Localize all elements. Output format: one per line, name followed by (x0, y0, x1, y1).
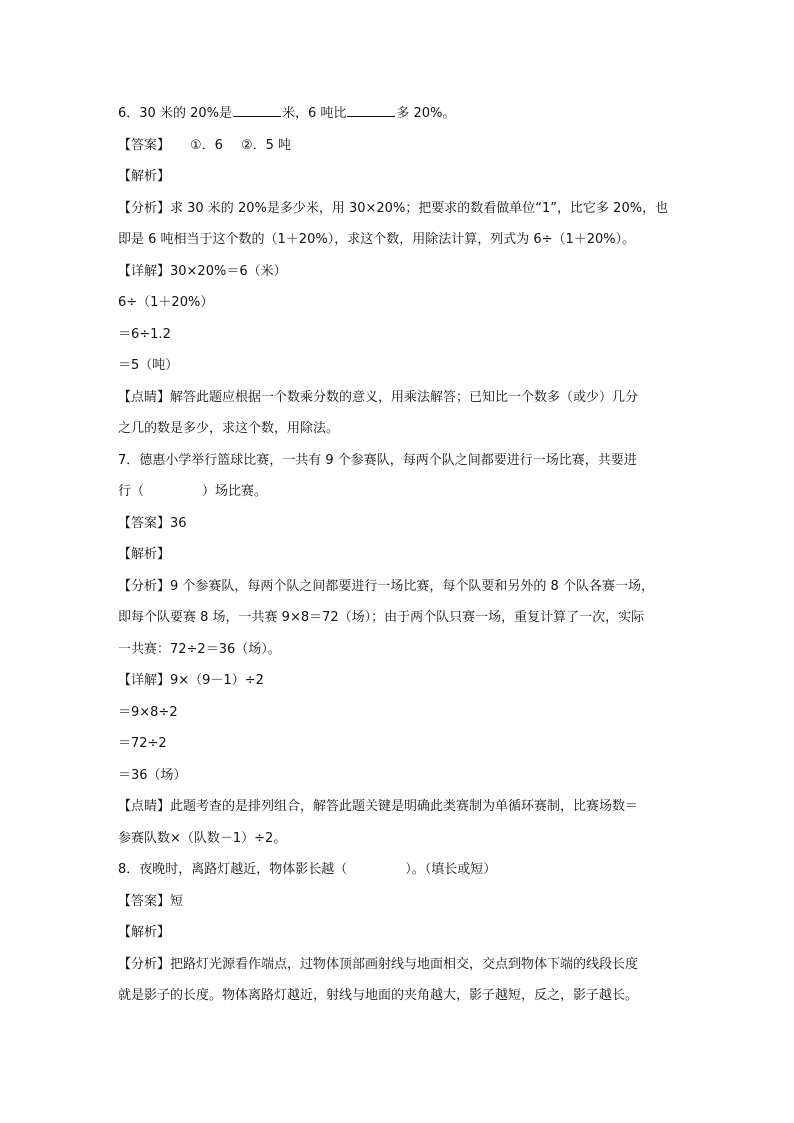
q6-blank-1 (233, 102, 281, 117)
q6-dianjing-2: 之几的数是多少，求这个数，用除法。 (118, 421, 340, 436)
q7-jiexi: 【解析】 (118, 547, 171, 562)
q8-jiexi: 【解析】 (118, 925, 171, 940)
q6-answer (118, 130, 678, 162)
q7-question-1: 7．德惠小学举行篮球比赛，一共有 9 个参赛队，每两个队之间都要进行一场比赛，共要进 (118, 452, 637, 468)
q7-xiangjie-4: ＝36（场） (118, 767, 187, 783)
q6-xiangjie-1: 【详解】30×20%＝6（米） (118, 263, 287, 279)
q6-question (118, 98, 678, 130)
q8-text-b: ）。（填长或短） (405, 862, 497, 877)
q7-text-a: 行（ (118, 484, 145, 499)
document-page (118, 98, 678, 1012)
q8-answer: 【答案】短 (118, 893, 184, 909)
q7-fenxi-1: 【分析】9 个参赛队，每两个队之间都要进行一场比赛，每个队要和另外的 8 个队各赛一场， (118, 578, 654, 594)
q6-text-2: 米，6 吨比 (281, 106, 347, 121)
q7-fenxi-2: 即每个队要赛 8 场，一共赛 9×8＝72（场）；由于两个队只赛一场，重复计算了一次，实际 (118, 610, 645, 625)
q7-question-2 (118, 476, 678, 508)
q7-answer: 【答案】36 (118, 515, 187, 531)
q6-text-3: 多 20%。 (396, 106, 456, 121)
q6-jiexi: 【解析】 (118, 169, 171, 184)
q6-blank-2 (347, 102, 395, 117)
q8-text-a: 8．夜晚时，离路灯越近，物体影长越（ (118, 862, 348, 877)
q7-dianjing-1: 【点睛】此题考查的是排列组合，解答此题关键是明确此类赛制为单循环赛制，比赛场数＝ (118, 799, 639, 814)
q7-fenxi-3: 一共赛：72÷2＝36（场）。 (118, 641, 281, 657)
q7-dianjing-2: 参赛队数×（队数－1）÷2。 (118, 830, 287, 846)
q6-fenxi-2: 即是 6 吨相当于这个数的（1＋20%），求这个数，用除法计算，列式为 6÷（1＋20%）。 (118, 232, 636, 247)
q7-xiangjie-2: ＝9×8÷2 (118, 704, 178, 720)
q6-answer-label: 【答案】 (118, 137, 171, 153)
q6-answer-2: ②．5 吨 (240, 137, 292, 153)
q6-text-1: 6．30 米的 20%是 (118, 106, 232, 121)
q6-dianjing-1: 【点睛】解答此题应根据一个数乘分数的意义，用乘法解答；已知比一个数多（或少）几分 (118, 389, 639, 405)
q6-answer-1: ①．6 (190, 137, 223, 153)
q7-xiangjie-3: ＝72÷2 (118, 736, 167, 751)
q6-fenxi-1: 【分析】求 30 米的 20%是多少米，用 30×20%；把要求的数看做单位“1”，比它多 20%，也 (118, 200, 669, 216)
q7-xiangjie-1: 【详解】9×（9－1）÷2 (118, 673, 264, 688)
q6-xiangjie-4: ＝5（吨） (118, 358, 179, 373)
q8-fenxi-1: 【分析】把路灯光源看作端点，过物体顶部画射线与地面相交，交点到物体下端的线段长度 (118, 956, 639, 972)
q7-text-b: ）场比赛。 (202, 484, 268, 499)
q6-xiangjie-2: 6÷（1＋20%） (118, 295, 214, 310)
q6-xiangjie-3: ＝6÷1.2 (118, 326, 171, 342)
q8-question (118, 854, 678, 886)
q8-fenxi-2: 就是影子的长度。物体离路灯越近，射线与地面的夹角越大，影子越短，反之，影子越长。 (118, 988, 639, 1003)
